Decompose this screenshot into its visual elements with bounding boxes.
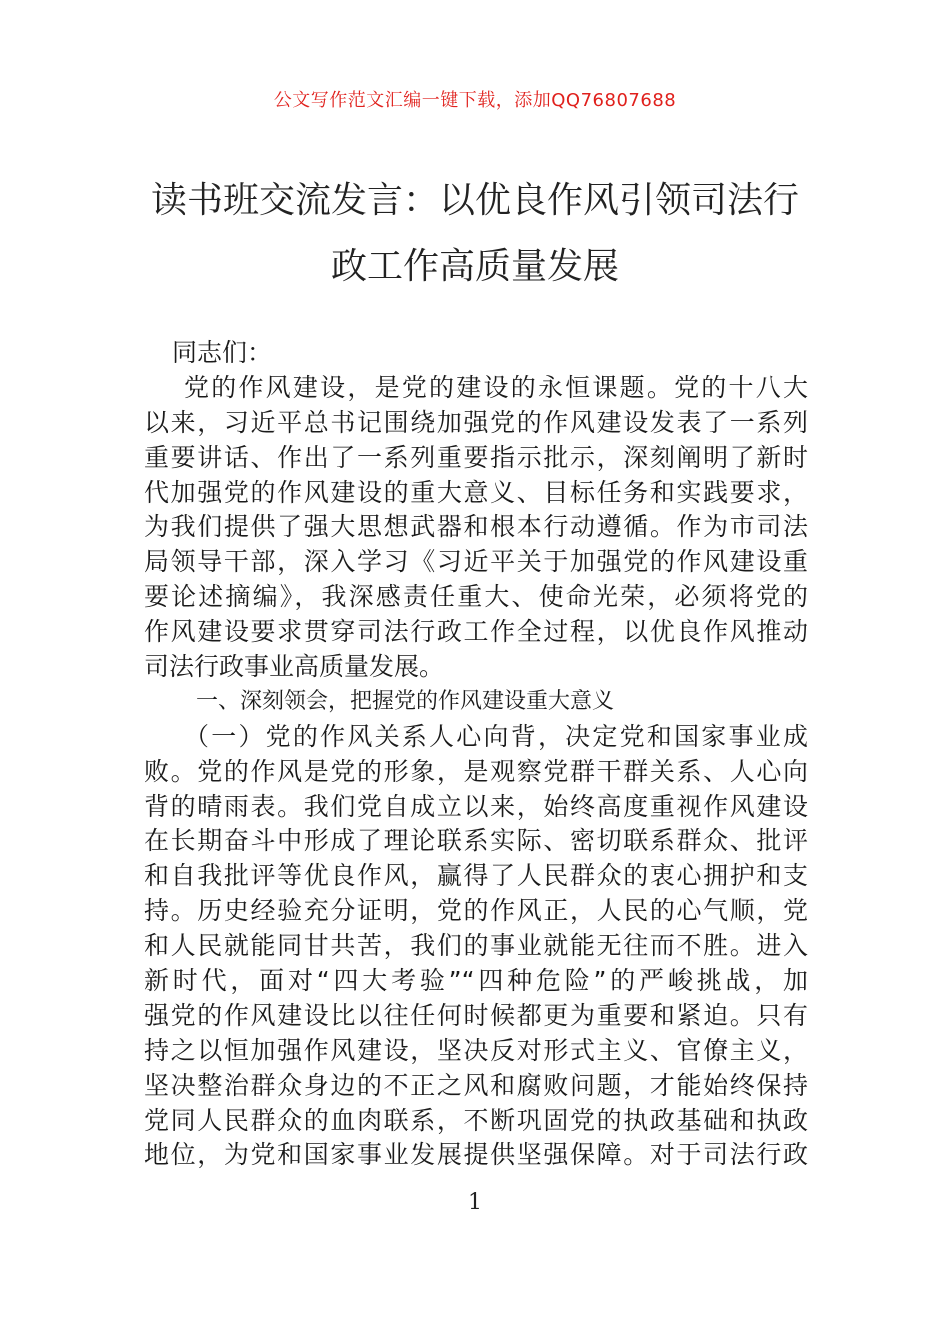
paragraph-line: 局领导干部，深入学习《习近平关于加强党的作风建设重 — [144, 547, 808, 577]
paragraph-line: 新时代，面对“四大考验”“四种危险”的严峻挑战，加 — [144, 966, 808, 996]
document-title-line-2: 政工作高质量发展 — [330, 246, 619, 287]
paragraph-line: 代加强党的作风建设的重大意义、目标任务和实践要求， — [144, 477, 808, 507]
paragraph-line: 坚决整治群众身边的不正之风和腐败问题，才能始终保持 — [144, 1070, 808, 1100]
paragraph-line: 持之以恒加强作风建设，坚决反对形式主义、官僚主义， — [144, 1035, 808, 1065]
paragraph-line: 和人民就能同甘共苦，我们的事业就能无往而不胜。进入 — [144, 931, 808, 961]
paragraph-line: 要论述摘编》，我深感责任重大、使命光荣，必须将党的 — [144, 582, 808, 612]
paragraph-line: 在长期奋斗中形成了理论联系实际、密切联系群众、批评 — [144, 826, 808, 856]
document-title-line-1: 读书班交流发言：以优良作风引领司法行 — [150, 180, 799, 221]
paragraph-line: 持。历史经验充分证明，党的作风正，人民的心气顺，党 — [144, 896, 808, 926]
paragraph-line: 败。党的作风是党的形象，是观察党群干群关系、人心向 — [144, 756, 808, 786]
paragraph-line: 背的晴雨表。我们党自成立以来，始终高度重视作风建设 — [144, 791, 808, 821]
paragraph-line: 重要讲话、作出了一系列重要指示批示，深刻阐明了新时 — [144, 442, 808, 472]
document-body — [144, 336, 808, 1173]
paragraph-line: 强党的作风建设比以往任何时候都更为重要和紧迫。只有 — [144, 1000, 808, 1030]
paragraph-line: 党的作风建设，是党的建设的永恒课题。党的十八大 — [184, 372, 808, 402]
promo-banner: 公文写作范文汇编一键下载，添加QQ76807688 — [273, 90, 677, 111]
section-heading: 一、深刻领会，把握党的作风建设重大意义 — [196, 688, 615, 714]
salutation: 同志们： — [172, 338, 273, 367]
paragraph-line: 地位，为党和国家事业发展提供坚强保障。对于司法行政 — [144, 1140, 808, 1170]
page-number: 1 — [468, 1190, 482, 1215]
paragraph-line: 作风建设要求贯穿司法行政工作全过程，以优良作风推动 — [144, 617, 808, 647]
paragraph-line: 和自我批评等优良作风，赢得了人民群众的衷心拥护和支 — [144, 861, 808, 891]
paragraph-line: 以来，习近平总书记围绕加强党的作风建设发表了一系列 — [144, 407, 808, 437]
paragraph-line: 党同人民群众的血肉联系，不断巩固党的执政基础和执政 — [144, 1105, 808, 1135]
paragraph-line: （一）党的作风关系人心向背，决定党和国家事业成 — [184, 721, 808, 751]
paragraph-line: 司法行政事业高质量发展。 — [144, 652, 445, 682]
paragraph-line: 为我们提供了强大思想武器和根本行动遵循。作为市司法 — [144, 512, 808, 542]
